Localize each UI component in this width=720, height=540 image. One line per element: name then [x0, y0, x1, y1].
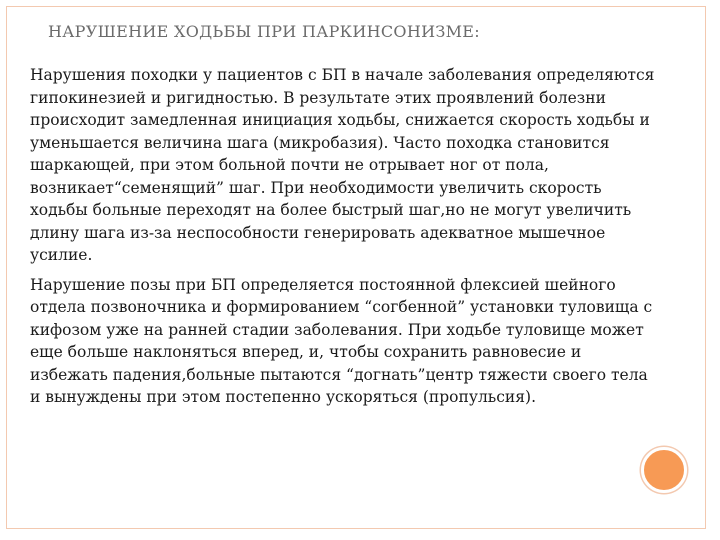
paragraph-posture: Нарушение позы при БП определяется постоянной флексией шейного отдела позвоночника и формированием “согбенной” установки туловища с кифозом уже на ранней стадии заболевания. При ходьбе туловище может еще больше наклоняться вперед, и, чтобы сохранить равновесие и избежать падения,больные пытаются “догнать”центр тяжести своего тела и вынуждены при этом постепенно ускоряться (пропульсия).: [30, 275, 653, 406]
decorative-circle: [641, 447, 687, 493]
slide-body: [30, 64, 660, 416]
paragraph-gait: Нарушения походки у пациентов с БП в начале заболевания определяются гипокинезией и ригидностью. В результате этих проявлений болезни происходит замедленная инициация ходьбы, снижается скорость ходьбы и уменьшается величина шага (микробазия). Часто походка становится шаркающей, при этом больной почти не отрывает ног от пола, возникает“семенящий” шаг. При необходимости увеличить скорость ходьбы больные переходят на более быстрый шаг,но не могут увеличить длину шага из-за неспособности генерировать адекватное мышечное усилие.: [30, 66, 655, 264]
slide-title: НАРУШЕНИЕ ХОДЬБЫ ПРИ ПАРКИНСОНИЗМЕ:: [48, 22, 480, 41]
